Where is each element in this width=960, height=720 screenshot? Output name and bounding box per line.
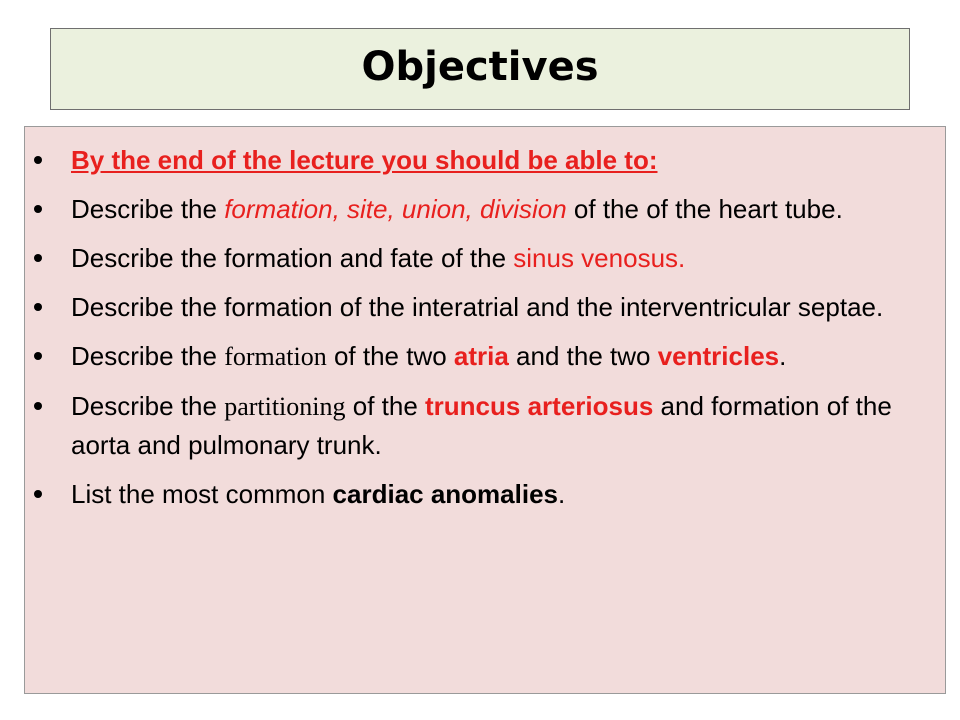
item-text: and the two — [508, 341, 658, 371]
bullet-icon — [34, 156, 42, 164]
objectives-box — [24, 126, 946, 694]
list-item-sinus-venosus — [25, 239, 931, 277]
item-text: Describe the — [71, 341, 225, 371]
bullet-icon — [34, 402, 42, 410]
item-serif-word: partitioning — [224, 392, 346, 421]
title-box — [50, 28, 910, 110]
item-highlight: sinus venosus. — [513, 243, 686, 273]
item-text: of the of the heart tube. — [566, 194, 843, 224]
slide-title: Objectives — [361, 44, 599, 90]
list-item-truncus — [25, 387, 931, 464]
item-text: List the most common — [71, 479, 333, 509]
item-text: of the two — [326, 341, 454, 371]
list-item-anomalies — [25, 475, 931, 513]
item-text: Describe the formation of the interatrial and the interventricular septae. — [71, 292, 884, 322]
item-highlight: truncus arteriosus — [425, 391, 654, 421]
item-text: . — [779, 341, 787, 371]
bullet-icon — [34, 303, 42, 311]
item-text: and formation of the aorta and pulmonary trunk. — [71, 391, 892, 460]
item-highlight: ventricles — [657, 341, 780, 371]
bullet-icon — [34, 490, 42, 498]
list-item-atria-ventricles — [25, 337, 931, 376]
item-text: of the — [345, 391, 426, 421]
bullet-icon — [34, 254, 42, 262]
item-emphasis: cardiac anomalies — [332, 479, 559, 509]
bullet-icon — [34, 205, 42, 213]
item-highlight: formation, site, union, division — [224, 194, 567, 224]
item-text: Describe the — [71, 194, 225, 224]
item-text: . — [558, 479, 566, 509]
intro-text: By the end of the lecture you should be able to: — [71, 145, 658, 175]
item-text: Describe the — [71, 391, 225, 421]
bullet-icon — [34, 352, 42, 360]
list-item-heart-tube — [25, 190, 931, 228]
list-item-septae — [25, 288, 931, 326]
objectives-list — [25, 127, 945, 513]
list-item-intro — [25, 141, 931, 179]
item-text: Describe the formation and fate of the — [71, 243, 514, 273]
item-highlight: atria — [453, 341, 509, 371]
item-serif-word: formation — [224, 342, 327, 371]
